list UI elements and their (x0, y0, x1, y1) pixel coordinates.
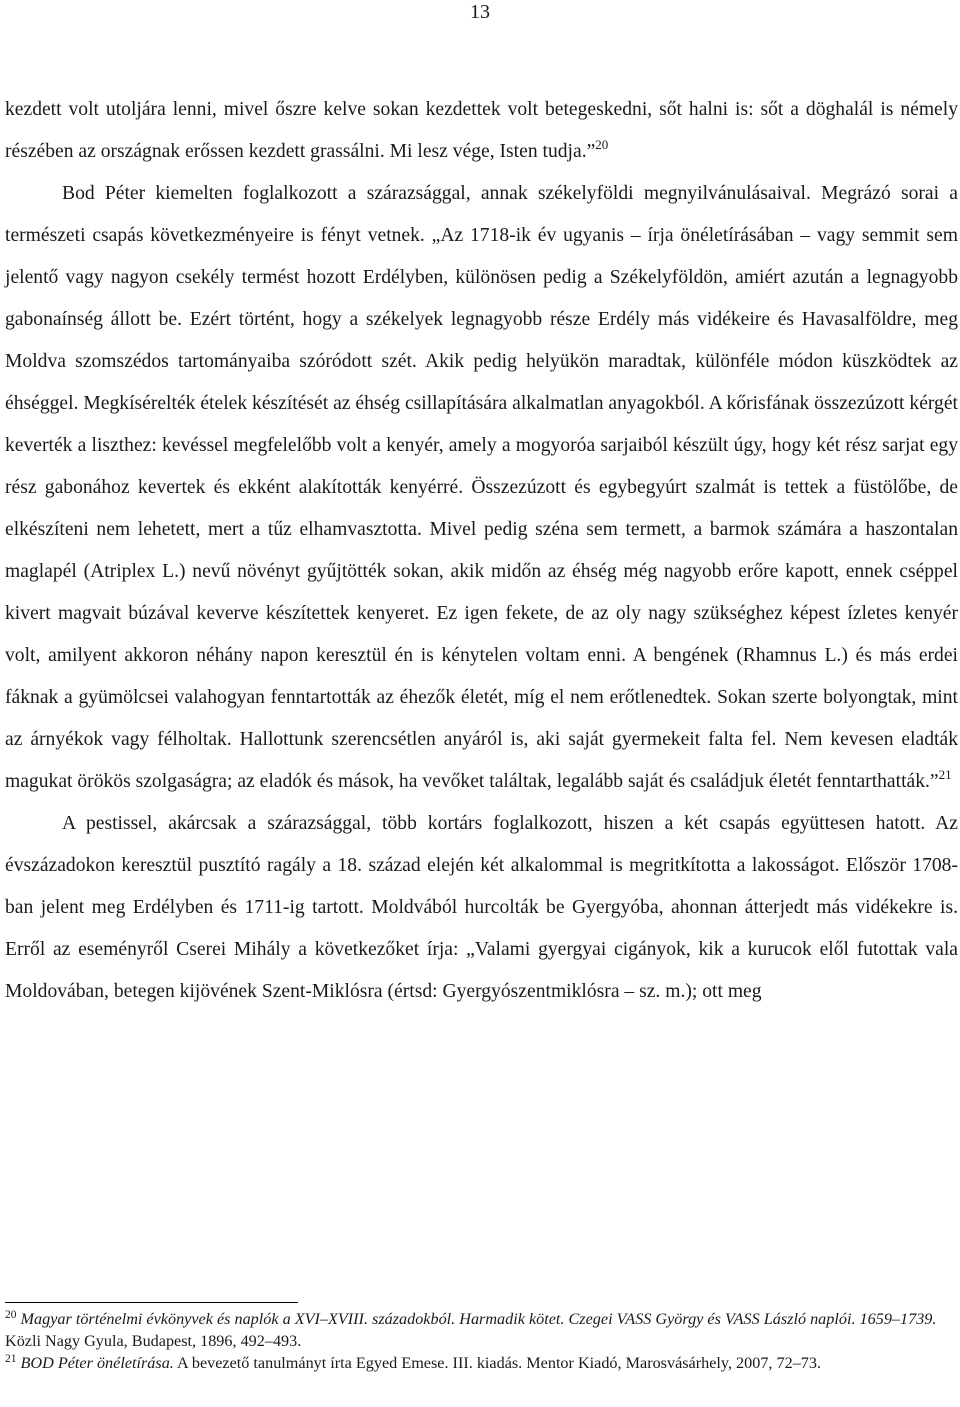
footnotes (5, 1308, 955, 1374)
paragraph-text: kezdett volt utoljára lenni, mivel őszre kelve sokan kezdettek volt betegeskedni, sőt halni is: sőt a döghalál is némely részében az országnak erőssen kezdett grassálni. Mi lesz vége, Isten tudja.” (5, 99, 958, 162)
footnote-reference: 20 (595, 137, 609, 152)
footnote-text: A bevezető tanulmányt írta Egyed Emese. III. kiadás. Mentor Kiadó, Marosvásárhely, 2007, 72–73. (173, 1354, 822, 1372)
paragraph-text: A pestissel, akárcsak a szárazsággal, több kortárs foglalkozott, hiszen a két csapás együttesen hatott. Az évszázadokon keresztül pusztító ragály a 18. század elején két alkalommal is megritkította a lakosságot. Először 1708-ban jelent meg Erdélyben és 1711-ig tartott. Moldvából hurcolták be Gyergyóba, ahonnan átterjedt más vidékekre is. Erről az eseményről Cserei Mihály a következőket írja: „Valami gyergyai cigányok, kik a kurucok elől futottak vala Moldovában, betegen kijövének Szent-Miklósra (értsd: Gyergyószentmiklósra – sz. m.); ott meg (5, 813, 958, 1002)
body-text (5, 89, 958, 1013)
footnote-text: Közli Nagy Gyula, Budapest, 1896, 492–493. (5, 1332, 302, 1350)
paragraph (5, 173, 958, 803)
footnote-title: Magyar történelmi évkönyvek és naplók a XVI–XVIII. századokból. Harmadik kötet. Czegei VASS György és VASS László naplói. 1659–1739. (20, 1310, 937, 1328)
footnote-separator (5, 1302, 298, 1303)
footnote-number: 20 (5, 1309, 17, 1321)
footnote (5, 1308, 955, 1352)
paragraph (5, 89, 958, 173)
footnote-reference: 21 (938, 767, 952, 782)
paragraph-text: Bod Péter kiemelten foglalkozott a szárazsággal, annak székelyföldi megnyilvánulásaival. Megrázó sorai a természeti csapás következményeire is fényt vetnek. „Az 1718-ik év ugyanis – írja önéletírásában – vagy semmit sem jelentő vagy nagyon csekély termést hozott Erdélyben, különösen pedig a Székelyföldön, amiért azután a legnagyobb gabonaínség állott be. Ezért történt, hogy a székelyek legnagyobb része Erdély más vidékeire és Havasalföldre, meg Moldva szomszédos tartományaiba szóródott szét. Akik pedig helyükön maradtak, különféle módon küszködtek az éhséggel. Megkísérelték ételek készítését az éhség csillapítására alkalmatlan anyagokból. A kőrisfának összezúzott kérgét keverték a liszthez: kevéssel megfelelőbb volt a kenyér, amely a mogyoróa sarjaiból készült úgy, hogy két rész sarjat egy rész gabonához kevertek és ekként alakították kenyérré. Összezúzott és egybegyúrt szalmát is tettek a füstölőbe, de elkészíteni nem lehetett, mert a tűz elhamvasztotta. Mivel pedig széna sem termett, a barmok számára a haszontalan maglapél (Atriplex L.) nevű növényt gyűjtötték sokan, akik midőn az éhség még nagyobb erőre kapott, ennek cséppel kivert magvait búzával keverve készítettek kenyeret. Ez igen fekete, de az oly nagy szükséghez képest ízletes kenyér volt, amilyent akkoron néhány napon keresztül én is kénytelen voltam enni. A bengének (Rhamnus L.) és más erdei fáknak a gyümölcsei valahogyan fenntartották az éhezők életét, míg el nem erőtlenedtek. Sokan szerte bolyongtak, mint az árnyékok vagy félholtak. Hallottunk szerencsétlen anyáról is, aki saját gyermekeit falta fel. Nem kevesen eladták magukat örökös szolgaságra; az eladók és mások, ha vevőket találtak, legalább saját és családjuk életét fenntarthatták.” (5, 183, 958, 792)
footnote (5, 1352, 955, 1374)
footnote-title: BOD Péter önéletírása. (20, 1354, 174, 1372)
paragraph (5, 803, 958, 1013)
page-number: 13 (470, 1, 490, 23)
footnote-number: 21 (5, 1353, 17, 1365)
